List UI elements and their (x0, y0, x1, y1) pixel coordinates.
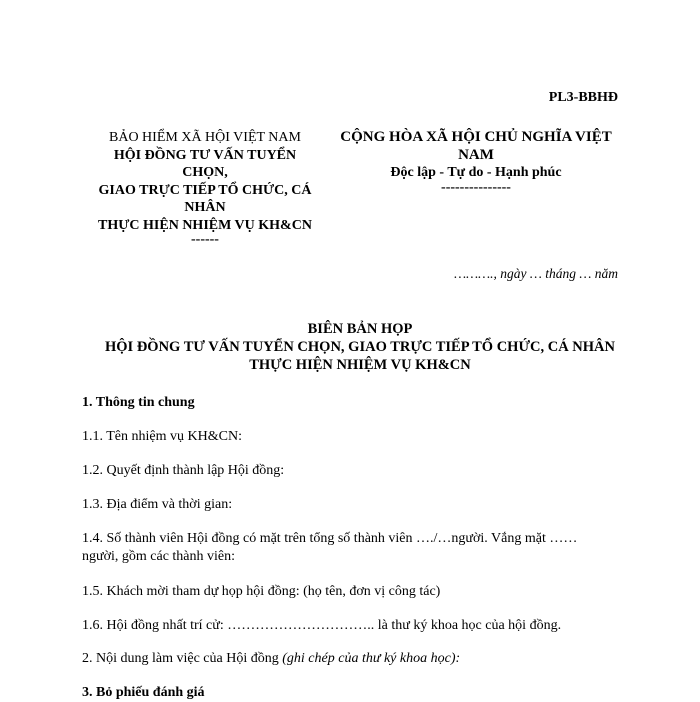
council-name-line-4: NHÂN (184, 200, 226, 215)
document-title (60, 320, 660, 374)
date-line: ………., ngày … tháng … năm (454, 266, 618, 281)
agency-name: BẢO HIỂM XÃ HỘI VIỆT NAM (109, 130, 301, 145)
section-1-4-line-1: 1.4. Số thành viên Hội đồng có mặt trên tổng số thành viên …./…người. Vắng mặt …… (82, 531, 578, 546)
national-divider: --------------- (441, 179, 511, 195)
section-1-1: 1.1. Tên nhiệm vụ KH&CN: (82, 429, 242, 444)
title-line-1: BIÊN BẢN HỌP (307, 321, 413, 337)
council-name-line-2: CHỌN, (182, 165, 228, 180)
section-1-3: 1.3. Địa điểm và thời gian: (82, 497, 233, 512)
agency-header (80, 129, 330, 246)
country-name-line-2: NAM (458, 146, 494, 163)
section-1-4 (82, 530, 622, 566)
section-1-4-line-2: người, gồm các thành viên: (82, 549, 236, 564)
section-3-heading: 3. Bỏ phiếu đánh giá (82, 685, 205, 700)
section-1-6: 1.6. Hội đồng nhất trí cử: ………………………….. là thư ký khoa học của hội đồng. (82, 618, 562, 633)
national-header (330, 129, 622, 194)
country-name-line-1: CỘNG HÒA XÃ HỘI CHỦ NGHĨA VIỆT (340, 129, 612, 145)
title-line-2: HỘI ĐỒNG TƯ VẤN TUYỂN CHỌN, GIAO TRỰC TIẾP TỔ CHỨC, CÁ NHÂN (105, 339, 615, 355)
council-name-line-5: THỰC HIỆN NHIỆM VỤ KH&CN (98, 217, 312, 233)
title-line-3: THỰC HIỆN NHIỆM VỤ KH&CN (249, 357, 471, 373)
section-1-heading: 1. Thông tin chung (82, 395, 195, 410)
council-name-line-1: HỘI ĐỒNG TƯ VẤN TUYỂN (113, 147, 297, 163)
council-name-line-3: GIAO TRỰC TIẾP TỔ CHỨC, CÁ (98, 182, 312, 198)
agency-divider: ------ (191, 232, 219, 247)
section-2-label: 2. Nội dung làm việc của Hội đồng (82, 651, 283, 666)
section-1-5: 1.5. Khách mời tham dự họp hội đồng: (họ tên, đơn vị công tác) (82, 584, 441, 599)
section-2-note: (ghi chép của thư ký khoa học): (282, 651, 461, 666)
document-code: PL3-BBHĐ (548, 90, 618, 105)
national-motto: Độc lập - Tự do - Hạnh phúc (390, 165, 562, 180)
section-2-heading (82, 650, 622, 668)
section-1-2: 1.2. Quyết định thành lập Hội đồng: (82, 463, 285, 478)
